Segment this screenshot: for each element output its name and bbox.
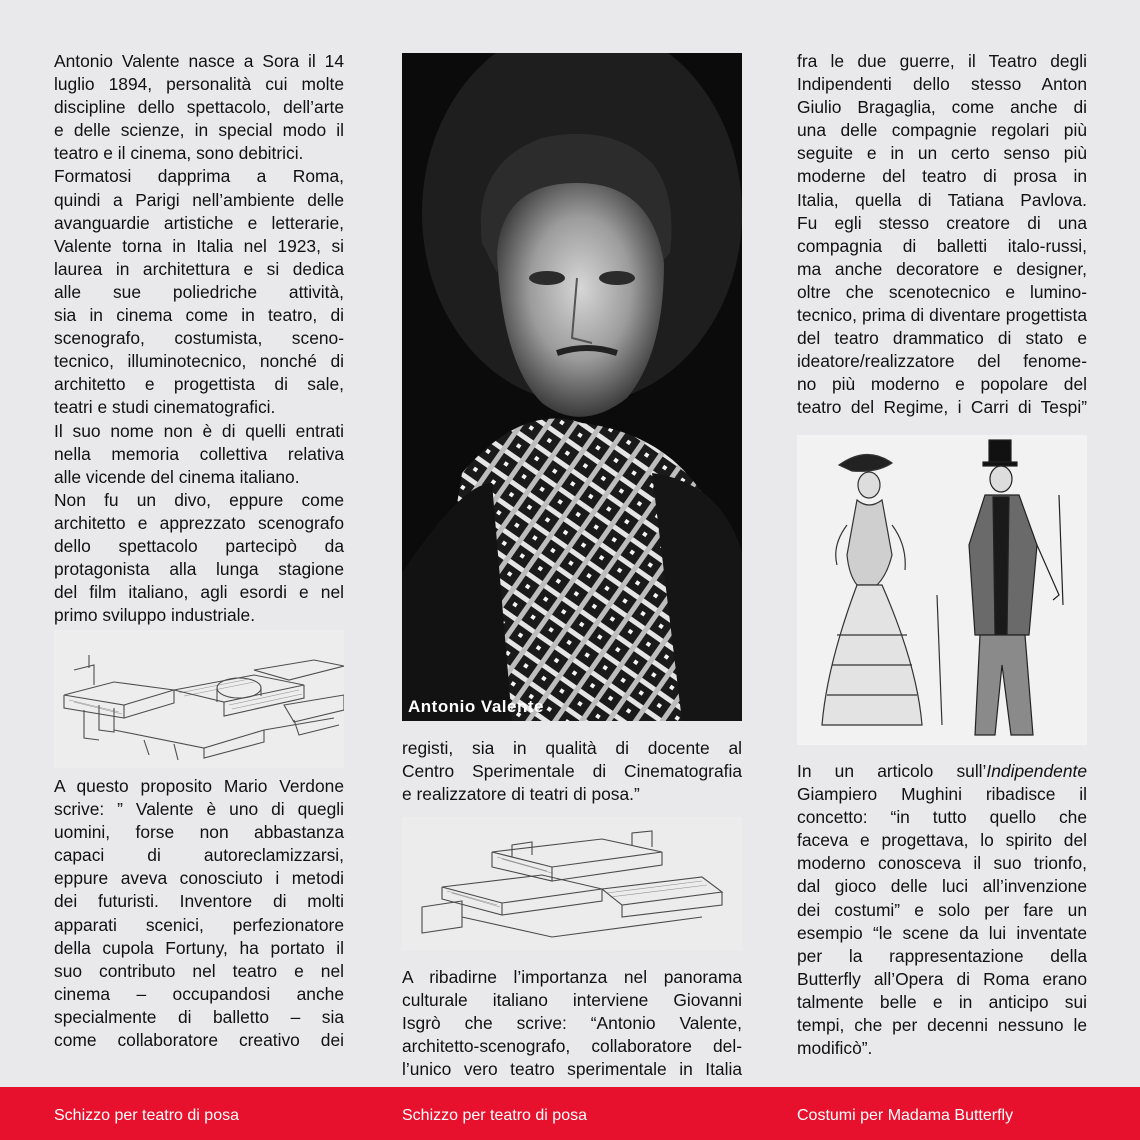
text-line: modificò”.: [797, 1038, 873, 1059]
text-line: teatro del Regime, i Carri di Tespi”: [797, 397, 1087, 418]
portrait-photo: [402, 53, 742, 721]
text-line: talmente belle e in anticipo sui: [797, 991, 1087, 1012]
text-line: Antonio Valente nasce a Sora il 14: [54, 51, 344, 71]
text-line: eppure aveva conosciuto i metodi: [54, 868, 344, 889]
text-line: teatri e studi cinematografici.: [54, 397, 276, 418]
text-line: primo sviluppo industriale.: [54, 605, 256, 626]
text-line: del teatro drammatico di stato e: [797, 328, 1087, 349]
text-line: Il suo nome non è di quelli entrati: [54, 420, 344, 441]
text-line: registi, sia in qualità di docente al: [402, 738, 742, 758]
text-line: sia in cinema come in teatro, di: [54, 305, 344, 326]
verdone-quote-paragraph: [54, 775, 344, 1052]
architecture-sketch-drawing: [54, 630, 344, 768]
text-line: luglio 1894, personalità cui molte: [54, 74, 344, 95]
butterfly-costumes-illustration: [797, 435, 1087, 745]
text-line: suo contributo nel teatro e nel: [54, 960, 344, 981]
text-line: Fu egli stesso creatore di una: [797, 212, 1087, 233]
text-line: avanguardie artistiche e letterarie,: [54, 212, 344, 233]
text-line: l’unico vero teatro sperimentale in Italia: [402, 1059, 742, 1080]
text-line: A ribadirne l’importanza nel panorama: [402, 967, 742, 987]
antonio-valente-portrait: [402, 53, 742, 721]
indipendente-italic: Indipendente: [986, 761, 1087, 781]
text-line: dei costumi” e solo per fare un: [797, 899, 1087, 920]
text-line: una delle compagnie regolari più: [797, 120, 1087, 141]
text-line: dal gioco delle luci all’invenzione: [797, 876, 1087, 897]
text-line: compagnia di balletti italo-russi,: [797, 235, 1087, 256]
column-2-continuation-paragraph: [402, 737, 742, 806]
text-line: uomini, forse non abbastanza: [54, 822, 344, 843]
text-line: Indipendenti dello stesso Anton: [797, 74, 1087, 95]
text-line: protagonista alla lunga stagione: [54, 559, 344, 580]
text-line: tecnico, illuminotecnico, nonché di: [54, 351, 344, 372]
column-3-mughini: [797, 760, 1087, 1060]
text-line: quindi a Parigi nell’ambiente delle: [54, 189, 344, 210]
text-line: specialmente di balletto – sia: [54, 1006, 344, 1027]
text-line: e delle scienze, in special modo il: [54, 120, 344, 141]
mughini-first-line-text: In un articolo sull’: [797, 761, 987, 781]
text-line: Valente torna in Italia nel 1923, si: [54, 235, 344, 256]
text-line: alle sue poliedriche attività,: [54, 281, 344, 302]
text-line: oltre che scenotecnico e lumino-: [797, 281, 1087, 302]
text-line: ma anche decoratore e designer,: [797, 258, 1087, 279]
column-3-continuation-paragraph: [797, 50, 1087, 420]
text-line: Italia, quella di Tatiana Pavlova.: [797, 189, 1087, 210]
text-line: Isgrò che scrive: “Antonio Valente,: [402, 1013, 742, 1034]
text-line: culturale italiano interviene Giovanni: [402, 990, 742, 1011]
text-line: ideatore/realizzatore del fenome-: [797, 351, 1087, 372]
text-line: capaci di autoreclamizzarsi,: [54, 845, 344, 866]
text-line: faceva e progettava, lo spirito del: [797, 830, 1087, 851]
portrait-caption: Antonio Valente: [408, 697, 544, 716]
text-line: discipline dello spettacolo, dell’arte: [54, 97, 344, 118]
intro-paragraph: [54, 50, 344, 627]
text-line: fra le due guerre, il Teatro degli: [797, 51, 1087, 71]
theater-sketch-1: [54, 630, 344, 768]
text-line: concetto: “in tutto quello che: [797, 807, 1087, 828]
text-line: Giulio Bragaglia, come anche di: [797, 97, 1087, 118]
text-line: dei futuristi. Inventore di molti: [54, 891, 344, 912]
column-1-quote: [54, 775, 344, 1052]
text-line: Butterfly all’Opera di Roma erano: [797, 968, 1087, 989]
text-line: architetto-scenografo, collaboratore del-: [402, 1036, 742, 1057]
text-line: della cupola Fortuny, ha portato il: [54, 937, 344, 958]
column-3: [797, 50, 1087, 420]
text-line: nella memoria collettiva relativa: [54, 443, 344, 464]
text-line: per la rappresentazione della: [797, 945, 1087, 966]
column-1: [54, 50, 344, 627]
text-line: A questo proposito Mario Verdone: [54, 776, 344, 796]
isgro-paragraph: [402, 966, 742, 1081]
text-line: e realizzatore di teatri di posa.”: [402, 784, 640, 805]
text-line: alle vicende del cinema italiano.: [54, 466, 300, 487]
text-line: tempi, che per decenni nessuno le: [797, 1015, 1087, 1036]
text-line: apparati scenici, perfezionatore: [54, 914, 344, 935]
text-line: seguite e in un certo senso più: [797, 143, 1087, 164]
text-line: moderne del teatro di prosa in: [797, 166, 1087, 187]
text-line: scenografo, costumista, sceno-: [54, 328, 344, 349]
text-line: tecnico, prima di diventare progettista: [797, 305, 1087, 326]
column-2-isgro: [402, 966, 742, 1081]
text-line: architetto e apprezzato scenografo: [54, 512, 344, 533]
theater-sketch-2: [402, 817, 742, 950]
text-line: Giampiero Mughini ribadisce il: [797, 784, 1087, 805]
text-line: moderno conosceva il suo trionfo,: [797, 853, 1087, 874]
text-line: architetto e progettista di sale,: [54, 374, 344, 395]
text-line: no più moderno e popolare del: [797, 374, 1087, 395]
caption-sketch-2: Schizzo per teatro di posa: [402, 1107, 587, 1124]
text-line: Formatosi dapprima a Roma,: [54, 166, 344, 187]
column-2-continuation: [402, 737, 742, 806]
text-line: Non fu un divo, eppure come: [54, 489, 344, 510]
text-line: come collaboratore creativo dei: [54, 1030, 344, 1051]
text-line: scrive: ” Valente è uno di quegli: [54, 799, 344, 820]
text-line: Centro Sperimentale di Cinematografia: [402, 761, 742, 782]
text-line: cinema – occupandosi anche: [54, 983, 344, 1004]
text-line: laurea in architettura e si dedica: [54, 258, 344, 279]
text-line: esempio “le scene da lui inventate: [797, 922, 1087, 943]
mughini-first-line: [797, 760, 1087, 783]
text-line: dello spettacolo partecipò da: [54, 535, 344, 556]
costume-drawings: [797, 435, 1087, 745]
text-line: teatro e il cinema, sono debitrici.: [54, 143, 304, 164]
mughini-paragraph: [797, 760, 1087, 1060]
caption-costumes: Costumi per Madama Butterfly: [797, 1107, 1014, 1124]
text-line: del film italiano, agli esordi e nel: [54, 582, 344, 603]
caption-sketch-1: Schizzo per teatro di posa: [54, 1107, 239, 1124]
architecture-sketch-drawing-2: [402, 817, 742, 950]
